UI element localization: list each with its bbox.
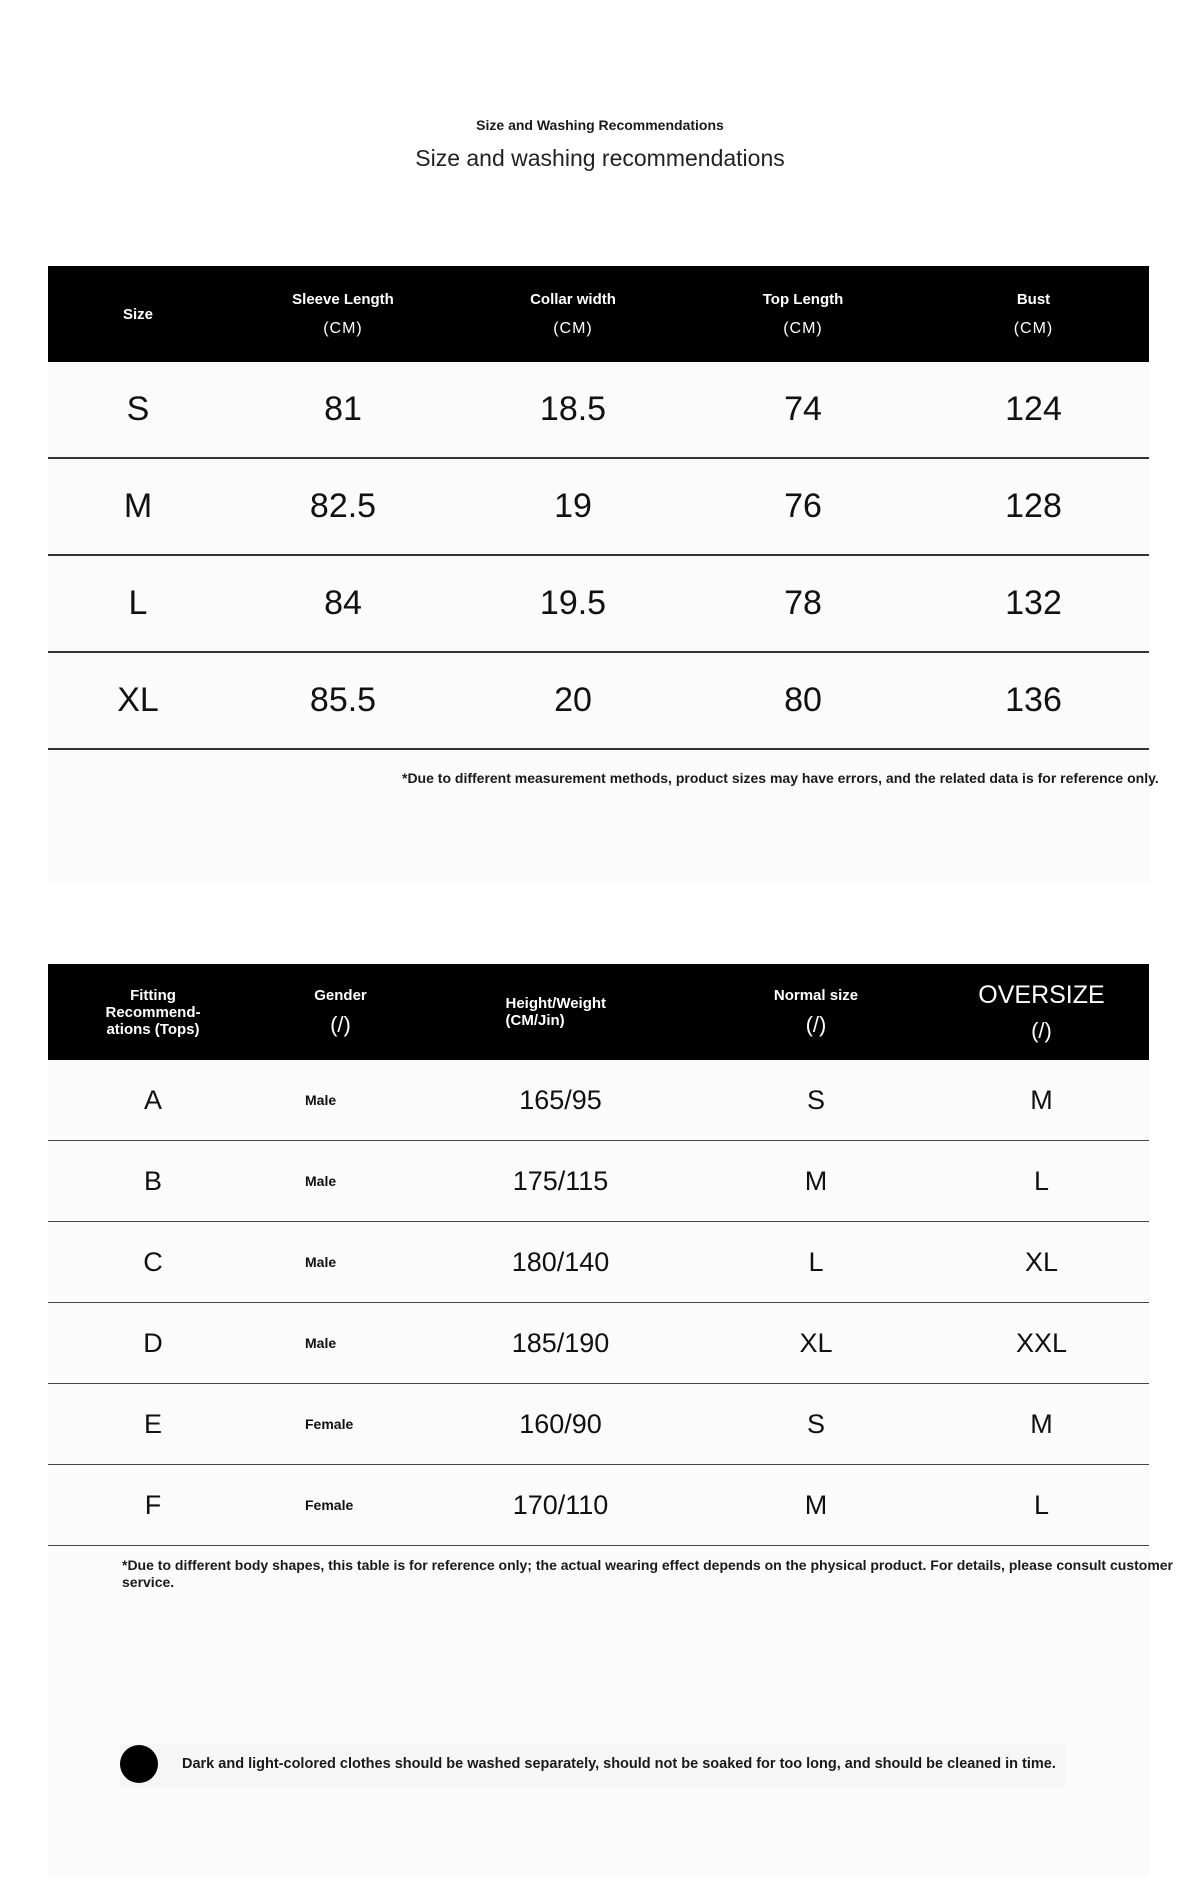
height-weight-cell: 165/95 [423, 1060, 698, 1141]
size-cell: M [48, 458, 228, 555]
top-length-cell: 78 [688, 555, 918, 652]
fitting-label-cell: E [48, 1384, 258, 1465]
fitting-label-cell: D [48, 1303, 258, 1384]
column-header-sleeve-length: Sleeve Length (CM) [292, 290, 394, 337]
normal-size-cell: M [698, 1141, 934, 1222]
height-weight-cell: 175/115 [423, 1141, 698, 1222]
top-length-cell: 74 [688, 362, 918, 458]
size-table-header [48, 266, 1149, 362]
collar-width-cell: 20 [458, 652, 688, 749]
collar-width-cell: 19 [458, 458, 688, 555]
fitting-label-cell: B [48, 1141, 258, 1222]
gender-cell: Male [258, 1222, 423, 1303]
size-cell: S [48, 362, 228, 458]
column-header-bust: Bust (CM) [1013, 290, 1054, 337]
sleeve-length-cell: 81 [228, 362, 458, 458]
sleeve-length-cell: 82.5 [228, 458, 458, 555]
bust-cell: 128 [918, 458, 1149, 555]
column-header-normal-size: Normal size (/) [773, 986, 859, 1037]
column-header-size: Size [122, 305, 153, 323]
collar-width-cell: 18.5 [458, 362, 688, 458]
column-header-height-weight: Height/Weight (CM/Jin) [505, 995, 607, 1029]
bust-cell: 124 [918, 362, 1149, 458]
fit-table-header [48, 964, 1149, 1060]
fitting-label-cell: A [48, 1060, 258, 1141]
column-header-collar-width: Collar width (CM) [530, 290, 616, 337]
oversize-cell: L [934, 1465, 1149, 1546]
washing-tip-text: Dark and light-colored clothes should be washed separately, should not be soaked for too long, and should be cleaned in time. [182, 1756, 1056, 1772]
sleeve-length-cell: 85.5 [228, 652, 458, 749]
gender-cell: Male [258, 1060, 423, 1141]
size-table-note: *Due to different measurement methods, product sizes may have errors, and the related data is for reference only. [402, 770, 1159, 786]
height-weight-cell: 185/190 [423, 1303, 698, 1384]
table-row [48, 555, 1149, 652]
column-header-oversize: OVERSIZE (/) [978, 980, 1105, 1043]
size-table [48, 266, 1149, 750]
table-row [48, 1465, 1149, 1546]
top-length-cell: 80 [688, 652, 918, 749]
table-row [48, 1222, 1149, 1303]
table-row [48, 1141, 1149, 1222]
table-row [48, 1303, 1149, 1384]
bullet-dot-icon [120, 1745, 158, 1783]
gender-cell: Male [258, 1141, 423, 1222]
normal-size-cell: XL [698, 1303, 934, 1384]
oversize-cell: XL [934, 1222, 1149, 1303]
fitting-label-cell: C [48, 1222, 258, 1303]
height-weight-cell: 170/110 [423, 1465, 698, 1546]
fitting-label-cell: F [48, 1465, 258, 1546]
size-cell: L [48, 555, 228, 652]
fit-table [48, 964, 1149, 1546]
oversize-cell: XXL [934, 1303, 1149, 1384]
top-length-cell: 76 [688, 458, 918, 555]
table-row [48, 1060, 1149, 1141]
table-row [48, 362, 1149, 458]
washing-tip [120, 1743, 1065, 1788]
normal-size-cell: L [698, 1222, 934, 1303]
gender-cell: Female [258, 1465, 423, 1546]
gender-cell: Female [258, 1384, 423, 1465]
bust-cell: 132 [918, 555, 1149, 652]
bust-cell: 136 [918, 652, 1149, 749]
oversize-cell: M [934, 1060, 1149, 1141]
column-header-gender: Gender (/) [314, 986, 367, 1037]
normal-size-cell: M [698, 1465, 934, 1546]
table-row [48, 458, 1149, 555]
height-weight-cell: 160/90 [423, 1384, 698, 1465]
height-weight-cell: 180/140 [423, 1222, 698, 1303]
oversize-cell: L [934, 1141, 1149, 1222]
gender-cell: Male [258, 1303, 423, 1384]
oversize-cell: M [934, 1384, 1149, 1465]
normal-size-cell: S [698, 1060, 934, 1141]
column-header-top-length: Top Length (CM) [762, 290, 844, 337]
page-title: Size and washing recommendations [415, 145, 785, 171]
column-header-fitting: Fitting Recommend-ations (Tops) [105, 986, 201, 1038]
fit-table-note: *Due to different body shapes, this table is for reference only; the actual wearing effect depends on the physical product. For details, please consult customer service. [122, 1557, 1174, 1590]
normal-size-cell: S [698, 1384, 934, 1465]
collar-width-cell: 19.5 [458, 555, 688, 652]
section-subtitle: Size and Washing Recommendations [476, 117, 724, 133]
table-row [48, 1384, 1149, 1465]
size-cell: XL [48, 652, 228, 749]
table-row [48, 652, 1149, 749]
sleeve-length-cell: 84 [228, 555, 458, 652]
